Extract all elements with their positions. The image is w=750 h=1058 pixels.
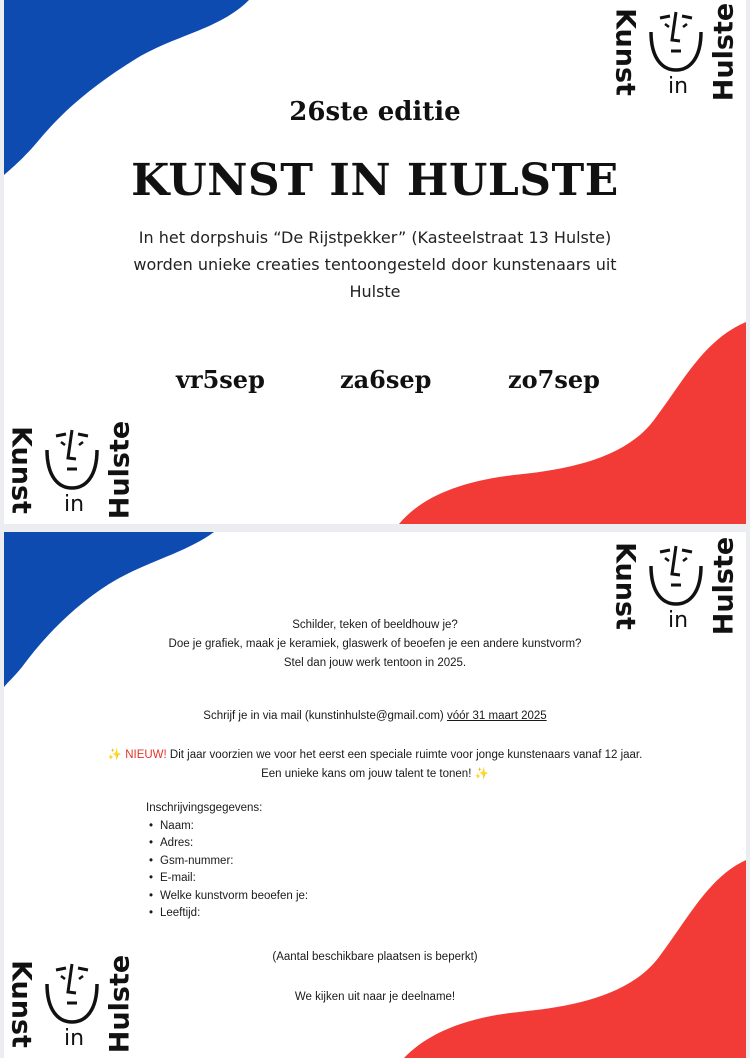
logo-word-hulste: Hulste: [708, 536, 740, 636]
logo-word-in: in: [64, 1026, 85, 1051]
intro-line-1: Schilder, teken of beeldhouw je?: [292, 619, 458, 631]
logo-face-icon: [648, 544, 704, 606]
edition-label: 26ste editie: [289, 97, 461, 127]
form-field-address: • Adres:: [160, 835, 308, 853]
chance-text: Een unieke kans om jouw talent te tonen!: [261, 768, 472, 780]
intro-block: [4, 616, 746, 673]
deadline-text: vóór 31 maart 2025: [446, 710, 547, 722]
flyer-page: [4, 532, 746, 1058]
new-text: Dit jaar voorzien we voor het eerst een speciale ruimte voor jonge kunstenaars vanaf 12 jaar.: [169, 749, 643, 761]
logo-word-in: in: [668, 74, 689, 99]
signup-line: [4, 707, 746, 726]
blue-wave: [4, 0, 249, 175]
closing-note: We kijken uit naar je deelname!: [294, 991, 456, 1003]
logo-word-kunst: Kunst: [5, 960, 37, 1048]
day-saturday: za6sep: [340, 365, 432, 394]
form-field-phone: • Gsm-nummer:: [160, 853, 308, 871]
logo-face-icon: [44, 428, 100, 490]
form-field-age: • Leeftijd:: [160, 905, 308, 923]
intro-text: In het dorpshuis “De Rijstpekker” (Kasteelstraat 13 Hulste) worden unieke creaties tentoongesteld door kunstenaars uit Hulste: [133, 228, 617, 301]
logo-word-hulste: Hulste: [104, 954, 136, 1054]
signup-text: Schrijf je in via mail (kunstinhulste@gmail.com): [203, 710, 444, 722]
red-wave: [399, 322, 746, 524]
form-title: Inschrijvingsgegevens:: [146, 802, 263, 814]
logo-word-in: in: [668, 608, 689, 633]
logo-word-kunst: Kunst: [5, 426, 37, 514]
logo-word-hulste: Hulste: [708, 2, 740, 102]
intro-line-2: Doe je grafiek, maak je keramiek, glaswerk of beoefen je een andere kunstvorm?: [168, 638, 582, 650]
logo-face-icon: [648, 10, 704, 72]
page-title: KUNST IN HULSTE: [131, 155, 619, 206]
day-friday: vr5sep: [176, 365, 265, 394]
intro-line-3: Stel dan jouw werk tentoon in 2025.: [283, 657, 467, 669]
logo-word-in: in: [64, 492, 85, 517]
new-label: NIEUW!: [125, 749, 167, 761]
day-sunday: zo7sep: [508, 365, 600, 394]
news-block: [4, 746, 746, 784]
limited-note: (Aantal beschikbare plaatsen is beperkt): [272, 951, 478, 963]
form-field-email: • E-mail:: [160, 870, 308, 888]
logo-top: [609, 2, 740, 102]
logo-bottom: [5, 420, 136, 520]
poster-page: [4, 0, 746, 524]
logo-word-kunst: Kunst: [609, 542, 641, 630]
logo-word-kunst: Kunst: [609, 8, 641, 96]
form-field-artform: • Welke kunstvorm beoefen je:: [160, 888, 308, 906]
form-field-name: • Naam:: [160, 818, 308, 836]
registration-form-list: [146, 800, 308, 923]
logo-word-hulste: Hulste: [104, 420, 136, 520]
sparkle-icon: ✨: [474, 768, 489, 780]
sparkle-icon: ✨: [107, 749, 122, 761]
